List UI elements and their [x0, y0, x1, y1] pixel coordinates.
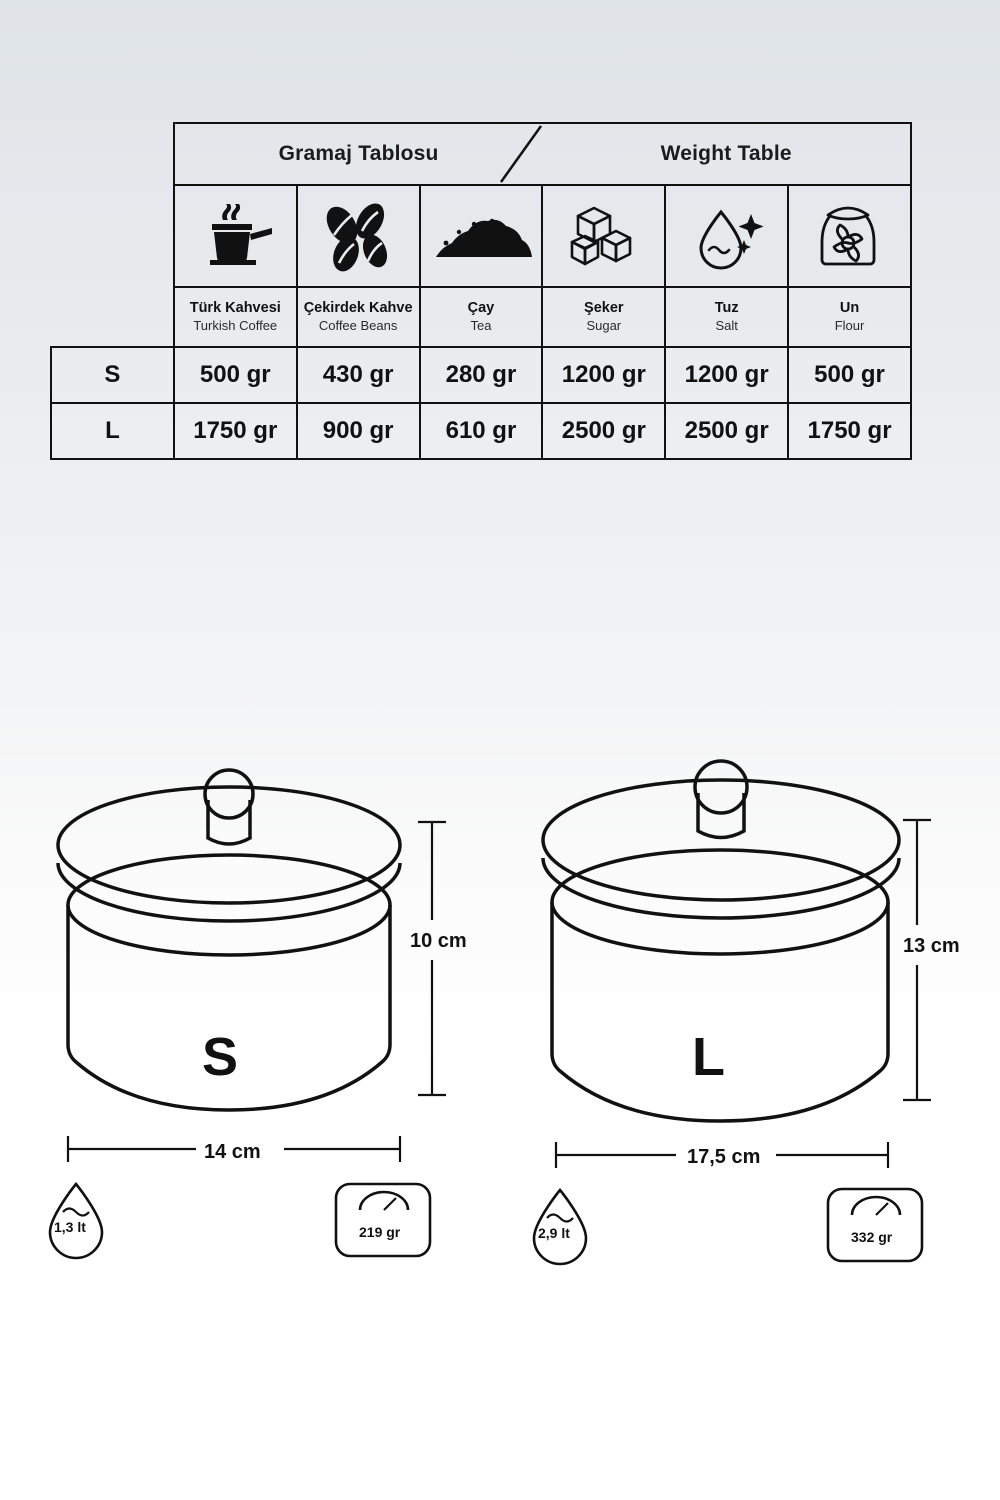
dimension-height-large — [903, 820, 931, 1100]
label-tr: Un — [839, 300, 860, 317]
label-en: Flour — [834, 317, 865, 333]
volume-label-small: 1,3 lt — [54, 1219, 86, 1235]
table-title-en: Weight Table — [660, 142, 792, 165]
label-tr: Çay — [467, 300, 495, 317]
dimension-label-width-small: 14 cm — [204, 1141, 261, 1163]
volume-label-large: 2,9 lt — [538, 1225, 570, 1241]
cell-s-turkish-coffee: 500 gr — [174, 347, 297, 403]
row-size-label-s: S — [51, 347, 174, 403]
cell-s-coffee-beans: 430 gr — [297, 347, 420, 403]
cell-l-sugar: 2500 gr — [542, 403, 665, 459]
dimension-height-small — [418, 822, 446, 1095]
cell-s-flour: 500 gr — [788, 347, 911, 403]
weight-label-small: 219 gr — [359, 1224, 401, 1240]
weight-badge-large — [828, 1189, 922, 1261]
label-en: Tea — [470, 317, 492, 333]
cell-s-tea: 280 gr — [420, 347, 543, 403]
dimension-label-height-large: 13 cm — [903, 935, 960, 957]
cell-l-tea: 610 gr — [420, 403, 543, 459]
label-en: Sugar — [586, 317, 622, 333]
weight-label-large: 332 gr — [851, 1229, 893, 1245]
label-tr: Tuz — [714, 300, 739, 317]
cell-l-flour: 1750 gr — [788, 403, 911, 459]
weight-badge-small — [336, 1184, 430, 1256]
cell-l-turkish-coffee: 1750 gr — [174, 403, 297, 459]
cell-s-salt: 1200 gr — [665, 347, 788, 403]
label-tr: Türk Kahvesi — [189, 300, 281, 317]
dimension-label-width-large: 17,5 cm — [687, 1146, 761, 1168]
row-size-label-l: L — [51, 403, 174, 459]
label-tr: Şeker — [584, 300, 624, 317]
jar-size-letter-l: L — [692, 1027, 725, 1087]
label-en: Coffee Beans — [318, 317, 398, 333]
label-tr: Çekirdek Kahve — [303, 300, 413, 317]
cell-l-salt: 2500 gr — [665, 403, 788, 459]
label-en: Turkish Coffee — [193, 317, 278, 333]
table-title-tr: Gramaj Tablosu — [278, 142, 439, 165]
cell-l-coffee-beans: 900 gr — [297, 403, 420, 459]
label-en: Salt — [715, 317, 738, 333]
cell-s-sugar: 1200 gr — [542, 347, 665, 403]
jar-size-letter-s: S — [202, 1027, 239, 1087]
dimension-label-height-small: 10 cm — [410, 930, 467, 952]
